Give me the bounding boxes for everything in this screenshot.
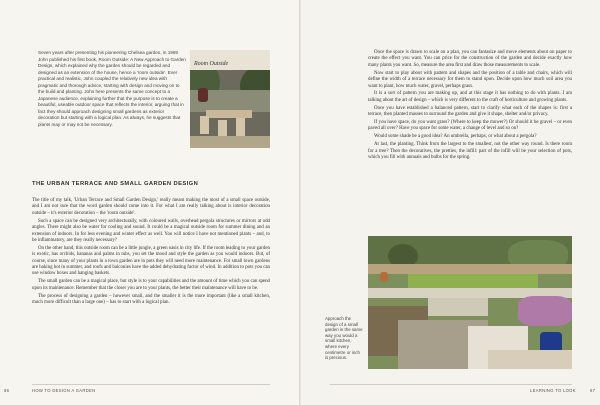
- running-footer-right: LEARNING TO LOOK: [530, 388, 576, 393]
- right-body-text: [368, 50, 572, 163]
- section-title: THE URBAN TERRACE AND SMALL GARDEN DESIGN: [32, 181, 199, 187]
- footer-rule: [330, 384, 572, 385]
- paragraph: Such a space can be designed very architecturally, with coloured walls, overhead pergola structures or mirrors at odd angles. There might also be water for cooling and sound. It could be a magical outside room for summer dining and an extension of indoors. In for less evening and winter effect as well. You will notice I have not mentioned plants – and, to be inflammatory, are they really necessary?: [32, 218, 270, 243]
- table-shape: [206, 110, 252, 118]
- paragraph: Would some shade be a good idea? An umbrella, perhaps, or what about a pergola?: [374, 134, 537, 140]
- photo-caption: Approach the design of a small garden in the same way you would a small kitchen, where every centimetre or inch is precious.: [325, 316, 363, 361]
- paragraph: Now start to play about with pattern and shapes and the position of a table and chairs, which will define the width of a terrace necessary for them to stand upon. Decide upon how much soil area you want to plant, how much water, gravel, perhaps grass.: [368, 70, 572, 89]
- paragraph: It is a sort of pattern you are making up, and at this stage it has nothing to do with plants. I am talking about the art of design – which is very different to the craft of horticulture and growing plants.: [368, 91, 572, 103]
- book-gutter: [299, 0, 301, 405]
- running-footer-left: HOW TO DESIGN A GARDEN: [32, 388, 96, 393]
- page-number-left: 66: [4, 388, 10, 393]
- page-number-right: 67: [590, 388, 596, 393]
- paragraph: The title of my talk, 'Urban Terrace and Small Garden Design,' really meant making the most of a small space outside, and I am not sure that the word garden should come into it. For what I am really talking about is interior decoration outside – it's exterior decoration – the 'room outside'.: [32, 198, 270, 216]
- paragraph: On the other hand, this outside room can be a little jungle, a green oasis in city life. If the room leading to your garden is exotic, has orchids, bananas and palms in tubs, you set the mood and style the garden as you would indoors. But, of course, since many of your plants in a town garden are in pots they will need more maintenance. For small town gardens are baking hot in summer, and roofs and balconies have the added dehydrating factor of wind. In addition to pots you can use window boxes and hanging baskets.: [32, 245, 270, 277]
- paragraph: At last, the planting. Think from the largest to the smallest, not the other way round. Is there room for a tree? Then the decoratives, the pretties, the infill: part of the infill will be your selection of pots, which you fill with annuals and bulbs for the spring.: [368, 142, 572, 161]
- paragraph: Once the space is drawn to scale on a plan, you can fantasize and move elements about on paper to create the effect you want. You can price for the construction of the garden and decide exactly how many plants you want. So, measure the area first and draw those measurements to scale.: [368, 50, 572, 68]
- book-cover-strip: [190, 50, 270, 70]
- room-outside-book-photo: [190, 50, 270, 148]
- paragraph: Once you have established a balanced pattern, start to clarify what each of the shapes is: first a terrace, then planted masses to surround the garden and give it shape, shelter and/or privacy.: [368, 105, 572, 118]
- paragraph: If you have space, do you want grass? (Where to keep the mower?) Or should it be gravel – or even paved all over? Have you space for some water, a change of level and so on?: [368, 120, 572, 132]
- paragraph: The small garden can be a magical place, but style is to your capabilities and the amount of time which you can spend upon its maintenance. Remember that the closer you are to your plants, the better their maintenance will have to be.: [32, 279, 270, 291]
- intro-paragraph: Seven years after presenting his pioneering Chelsea garden, in 1969 John published his first book, Room Outside: A New Approach to Garden Design, which explained why the garden should be regarded and designed as an extension of the house, hence a 'room outside'. Ever practical and realistic, John coupled the relatively new idea with pragmatic and thorough advice, starting with design and moving on to the build and planting. John here presents the same concept to a Japanese audience, explaining further that the purpose is to create a beautiful, useable outdoor space that reflects the interior, arguing that in fact they should approach designing small gardens as exterior decoration but starting with a logical plan. As always, he suggests that plants may or may not be necessary.: [38, 50, 186, 127]
- small-garden-photo: [368, 236, 572, 369]
- book-cover-title: Room Outside: [194, 61, 229, 67]
- paragraph: The process of designing a garden – however small, and the smaller it is the more important (like a small kitchen, much more difficult than a large one) – has to start with a logical plan.: [32, 293, 270, 306]
- footer-rule: [32, 384, 270, 385]
- left-body-text: [32, 198, 270, 308]
